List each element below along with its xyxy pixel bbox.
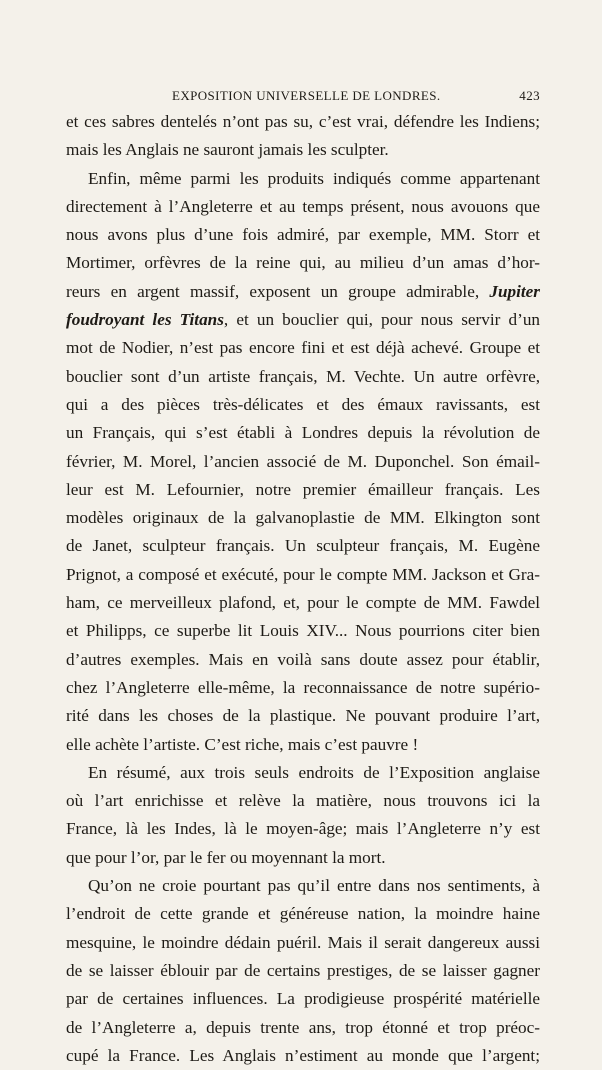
paragraph-first-line: Qu’on ne croie pourtant pas qu’il entre dans nos sentiments, à (88, 876, 540, 896)
text-line: nous avons plus d’une fois admiré, par exemple, MM. Storr et (66, 225, 540, 245)
text-line: Prignot, a composé et exécuté, pour le compte MM. Jackson et Gra- (66, 564, 540, 584)
text-line: modèles originaux de la galvanoplastie de MM. Elkington sont (66, 508, 540, 528)
text-line: qui a des pièces très-délicates et des émaux ravissants, est (66, 394, 540, 414)
text-line: France, là les Indes, là le moyen-âge; mais l’Angleterre n’y est (66, 819, 540, 839)
text-line: d’autres exemples. Mais en voilà sans doute assez pour établir, (66, 649, 540, 669)
page-number: 423 (519, 88, 540, 103)
text-line: mot de Nodier, n’est pas encore fini et est déjà achevé. Groupe et (66, 338, 540, 358)
text-line: rité dans les choses de la plastique. Ne pouvant produire l’art, (66, 706, 540, 726)
text-segment: , et un bouclier qui, pour nous servir d’un (223, 310, 541, 330)
text-line (66, 278, 540, 306)
text-line: un Français, qui s’est établi à Londres depuis la révolution de (66, 423, 540, 443)
text-line: directement à l’Angleterre et au temps présent, nous avouons que (66, 196, 540, 216)
text-line (66, 306, 540, 334)
text-line: et Philipps, ce superbe lit Louis XIV... Nous pourrions citer bien (66, 621, 540, 641)
text-line: et ces sabres dentelés n’ont pas su, c’est vrai, défendre les Indiens; (66, 112, 540, 131)
running-title: EXPOSITION UNIVERSELLE DE LONDRES. (172, 88, 441, 103)
text-line: elle achète l’artiste. C’est riche, mais c’est pauvre ! (66, 734, 419, 754)
text-line: chez l’Angleterre elle-même, la reconnaissance de notre supério- (66, 677, 540, 697)
paragraph-first-line: En résumé, aux trois seuls endroits de l’Exposition anglaise (88, 762, 540, 782)
text-line: de l’Angleterre a, depuis trente ans, trop étonné et trop préoc- (66, 1017, 540, 1037)
body-text (66, 108, 540, 1070)
text-line: février, M. Morel, l’ancien associé de M. Duponchel. Son émail- (66, 451, 540, 471)
text-line: de Janet, sculpteur français. Un sculpteur français, M. Eugène (66, 536, 540, 556)
text-line: leur est M. Lefournier, notre premier émailleur français. Les (66, 479, 540, 499)
text-line: mais les Anglais ne sauront jamais les sculpter. (66, 140, 389, 160)
text-line: où l’art enrichisse et relève la matière, nous trouvons ici la (66, 791, 540, 811)
text-line: que pour l’or, par le fer ou moyennant la mort. (66, 847, 386, 867)
paragraph-first-line: Enfin, même parmi les produits indiqués comme appartenant (88, 168, 540, 188)
text-line: mesquine, le moindre dédain puéril. Mais il serait dangereux aussi (66, 932, 540, 952)
artwork-title-italic: foudroyant les Titans (66, 310, 224, 330)
text-line: de se laisser éblouir par de certains prestiges, de se laisser gagner (66, 960, 540, 980)
text-line: cupé la France. Les Anglais n’estiment au monde que l’argent; (66, 1045, 540, 1065)
text-line: ham, ce merveilleux plafond, et, pour le compte de MM. Fawdel (66, 593, 540, 613)
artwork-title-italic: Jupiter (489, 281, 540, 301)
text-segment: reurs en argent massif, exposent un groupe admirable, (66, 281, 490, 301)
running-head (66, 88, 540, 106)
text-line: l’endroit de cette grande et généreuse nation, la moindre haine (66, 904, 540, 924)
text-line: par de certaines influences. La prodigieuse prospérité matérielle (66, 989, 540, 1009)
text-line: Mortimer, orfèvres de la reine qui, au milieu d’un amas d’hor- (66, 253, 540, 273)
text-line: bouclier sont d’un artiste français, M. Vechte. Un autre orfèvre, (66, 366, 540, 386)
